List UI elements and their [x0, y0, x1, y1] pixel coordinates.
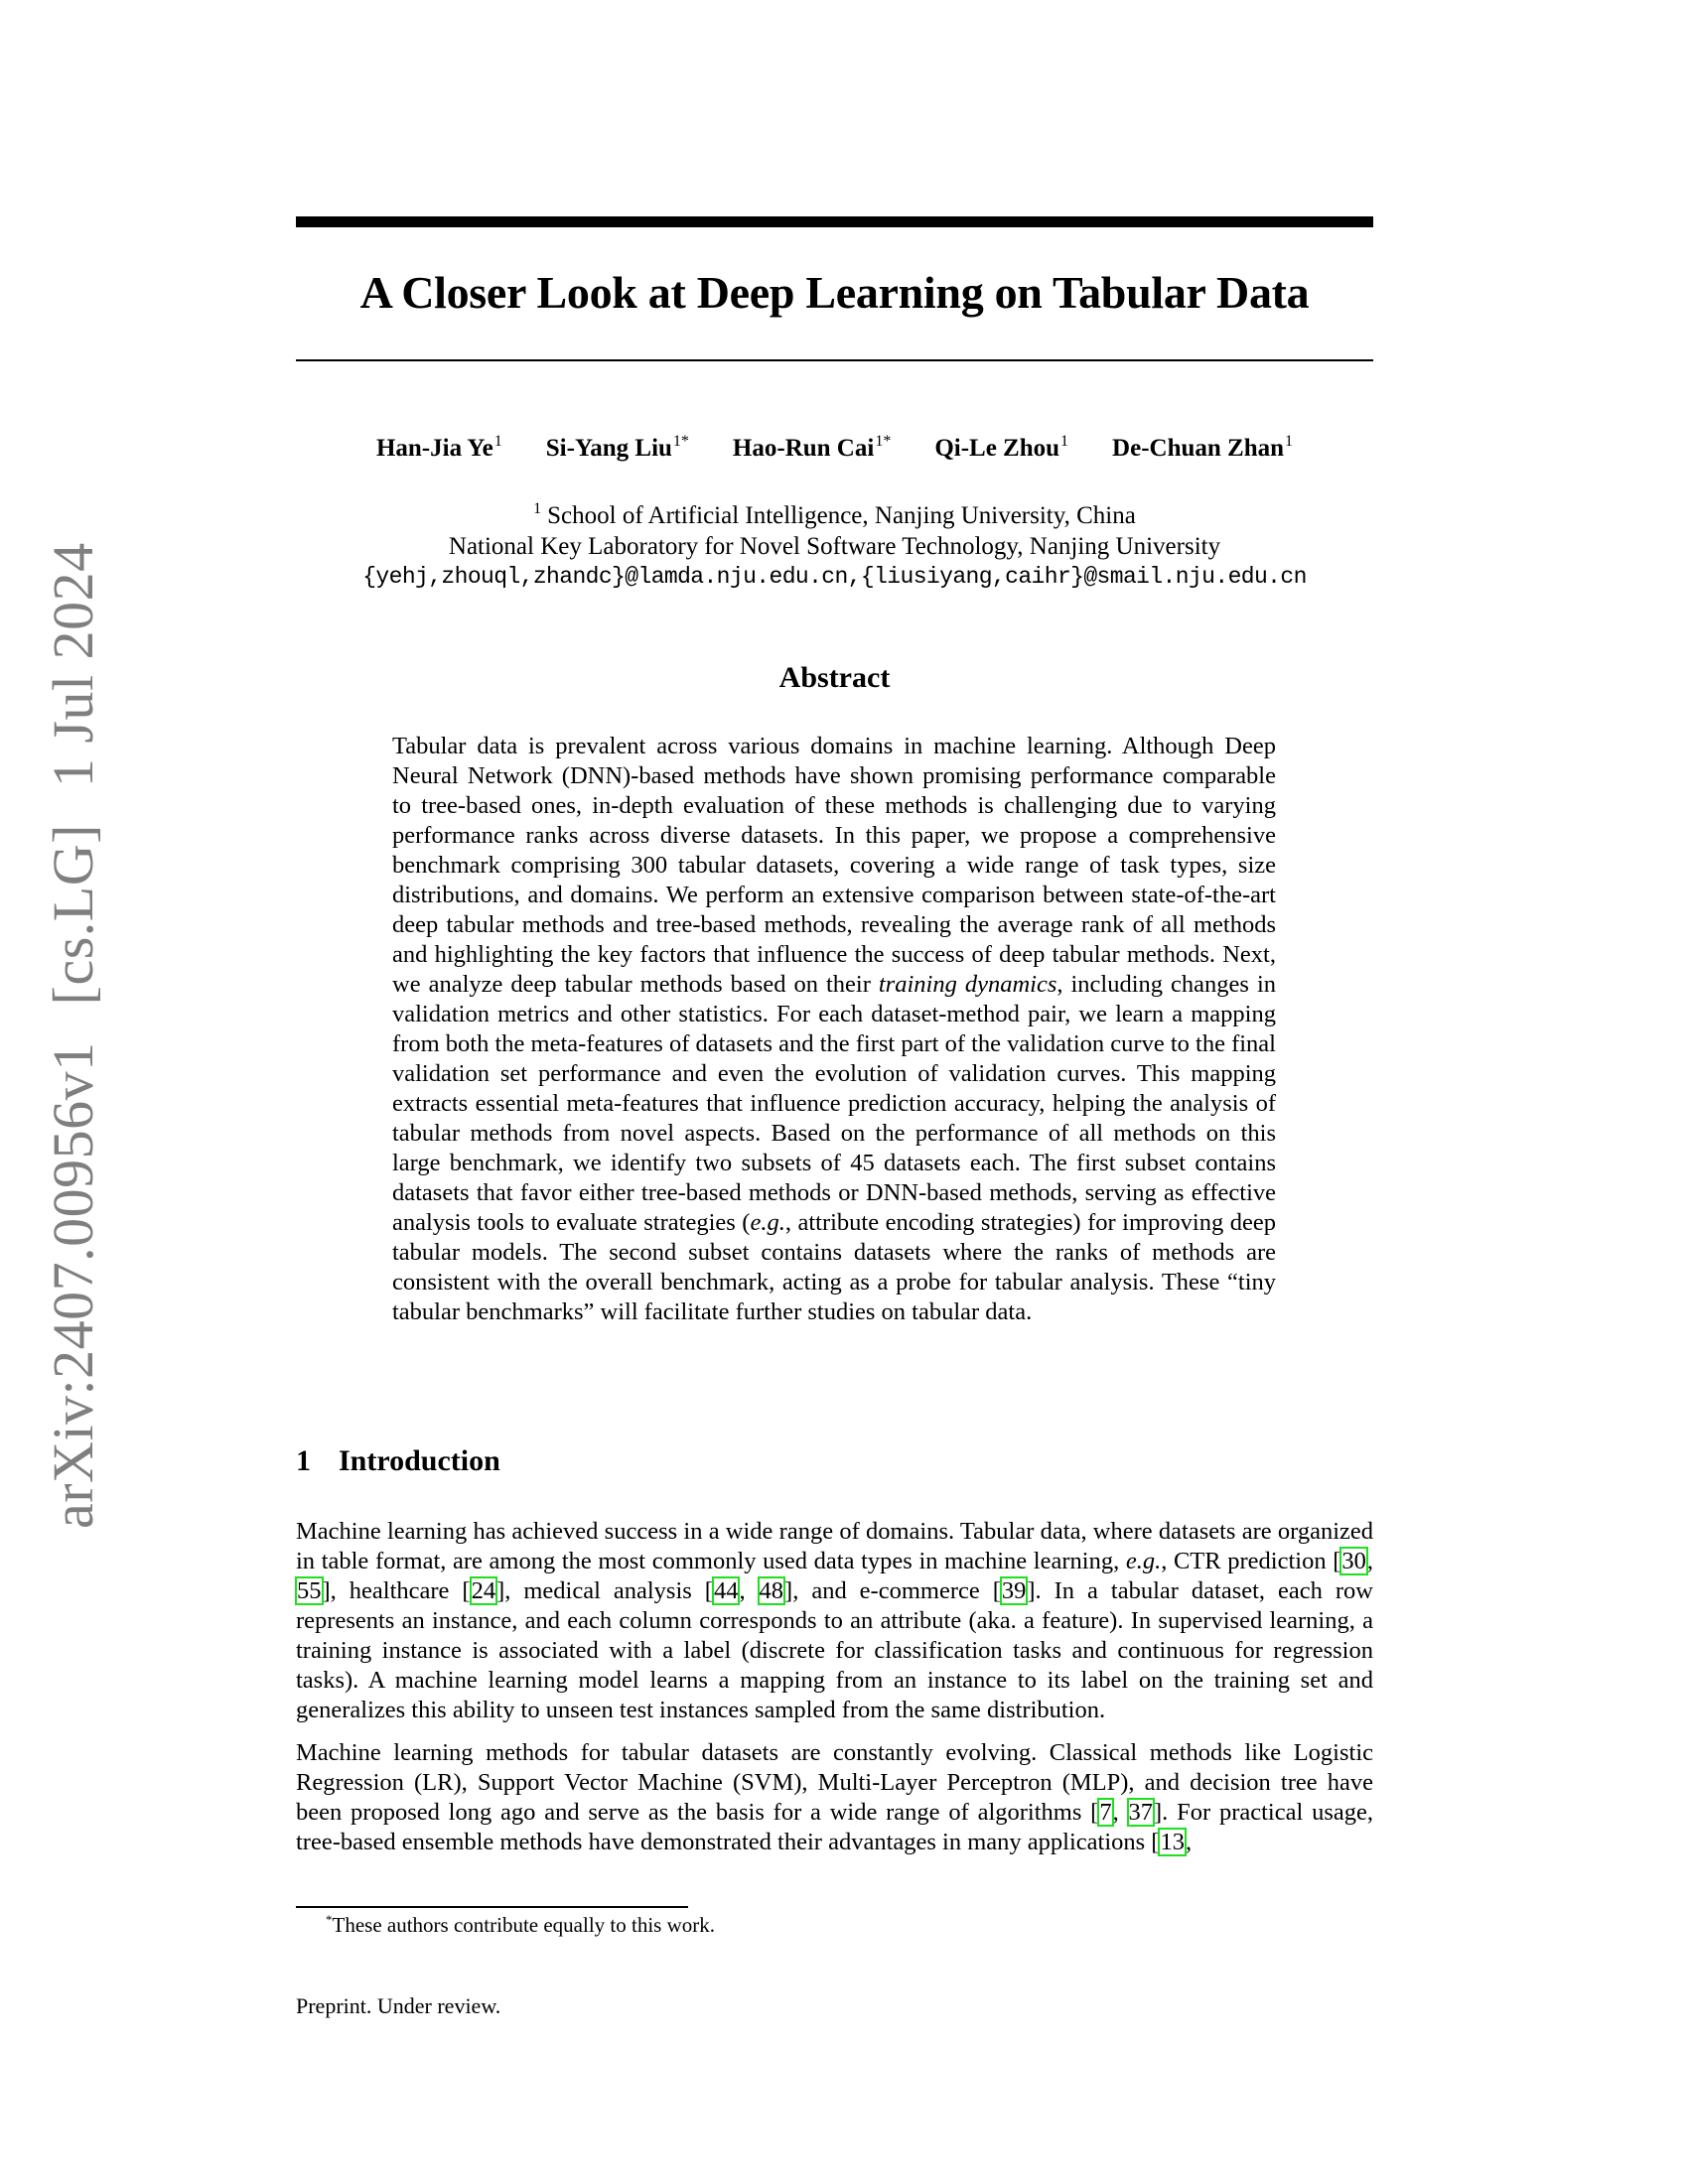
title-bottom-rule — [296, 359, 1373, 361]
paper-title: A Closer Look at Deep Learning on Tabular Data — [359, 267, 1310, 318]
affiliation-line-1: $^1$ School of Artificial Intelligence, Nanjing University, China — [533, 500, 1136, 529]
citation-link[interactable]: 30 — [1341, 1548, 1366, 1574]
citation-link[interactable]: 39 — [1001, 1577, 1027, 1604]
section-number: 1 — [296, 1444, 311, 1477]
arxiv-stamp — [40, 520, 106, 1529]
citation-link[interactable]: 24 — [471, 1577, 496, 1604]
introduction-body — [296, 1517, 1373, 1870]
citation-link[interactable]: 37 — [1128, 1799, 1154, 1826]
section-title: Introduction — [339, 1444, 500, 1477]
author: Han-Jia Ye$^1$ — [375, 433, 502, 462]
affiliation-line-2: National Key Laboratory for Novel Software Technology, Nanjing University — [448, 533, 1221, 560]
citation-link[interactable]: 48 — [759, 1577, 784, 1604]
arxiv-date: 1 Jul 2024 — [41, 542, 105, 788]
citation-link[interactable]: 55 — [297, 1577, 322, 1604]
footnote: *These authors contribute equally to this work. — [326, 1912, 715, 1937]
author: Si-Yang Liu$^{1*}$ — [545, 433, 689, 462]
citation-link[interactable]: 44 — [713, 1577, 739, 1604]
preprint-notice: Preprint. Under review. — [296, 1993, 501, 2018]
footnote-rule — [296, 1906, 688, 1908]
citation-link[interactable]: 13 — [1160, 1829, 1185, 1855]
section-heading-introduction — [296, 1444, 500, 1478]
arxiv-id: arXiv:2407.00956v1 — [41, 1041, 105, 1529]
arxiv-category: [cs.LG] — [41, 824, 105, 1006]
author: Qi-Le Zhou$^1$ — [934, 433, 1069, 462]
citation-link[interactable]: 7 — [1099, 1799, 1112, 1826]
author-list — [296, 433, 1373, 463]
affiliations — [296, 493, 1373, 593]
intro-paragraph-2: Machine learning methods for tabular datasets are constantly evolving. Classical methods like Logistic Regression (LR), Support Vector Machine (SVM), Multi-Layer Perceptron (MLP), and decision tree have been proposed long ago and serve as the basis for a wide range of algorithms [7, 37]. For practical usage, tree-based ensemble methods have demonstrated their advantages in many applications [13, — [296, 1739, 1373, 1855]
author: Hao-Run Cai$^{1*}$ — [732, 433, 892, 462]
title-top-rule — [296, 216, 1373, 227]
intro-paragraph-1: Machine learning has achieved success in a wide range of domains. Tabular data, where datasets are organized in table format, are among the most commonly used data types in machine learning, e.g., CTR prediction [30, 55], healthcare [24], medical analysis [44, 48], and e-commerce [39]. In a tabular dataset, each row represents an instance, and each column corresponds to an attribute (aka. a feature). In supervised learning, a training instance is associated with a label (discrete for classification tasks and continuous for regression tasks). A machine learning model learns a mapping from an instance to its label on the training set and generalizes this ability to unseen test instances sampled from the same distribution. — [296, 1518, 1373, 1723]
abstract-text: Tabular data is prevalent across various domains in machine learning. Although Deep Neural Network (DNN)-based methods have shown promising performance comparable to tree-based ones, in-depth evaluation of these methods is challenging due to varying performance ranks across diverse datasets. In this paper, we propose a comprehensive benchmark comprising 300 tabular datasets, covering a wide range of task types, size distributions, and domains. We perform an extensive comparison between state-of-the-art deep tabular methods and tree-based methods, revealing the average rank of all methods and highlighting the key factors that influence the success of deep tabular methods. Next, we analyze deep tabular methods based on their training dynamics, including changes in validation metrics and other statistics. For each dataset-method pair, we learn a mapping from both the meta-features of datasets and the first part of the validation curve to the final validation set performance and even the evolution of validation curves. This mapping extracts essential meta-features that influence prediction accuracy, helping the analysis of tabular methods from novel aspects. Based on the performance of all methods on this large benchmark, we identify two subsets of 45 datasets each. The first subset contains datasets that favor either tree-based methods or DNN-based methods, serving as effective analysis tools to evaluate strategies (e.g., attribute encoding strategies) for improving deep tabular models. The second subset contains datasets where the ranks of methods are consistent with the overall benchmark, acting as a probe for tabular analysis. These “tiny tabular benchmarks” will facilitate further studies on tabular data. — [392, 733, 1276, 1325]
abstract-heading: Abstract — [778, 661, 891, 694]
author: De-Chuan Zhan$^1$ — [1112, 433, 1294, 462]
author-emails: {yehj,zhouql,zhandc}@lamda.nju.edu.cn,{liusiyang,caihr}@smail.nju.edu.cn — [362, 564, 1307, 590]
